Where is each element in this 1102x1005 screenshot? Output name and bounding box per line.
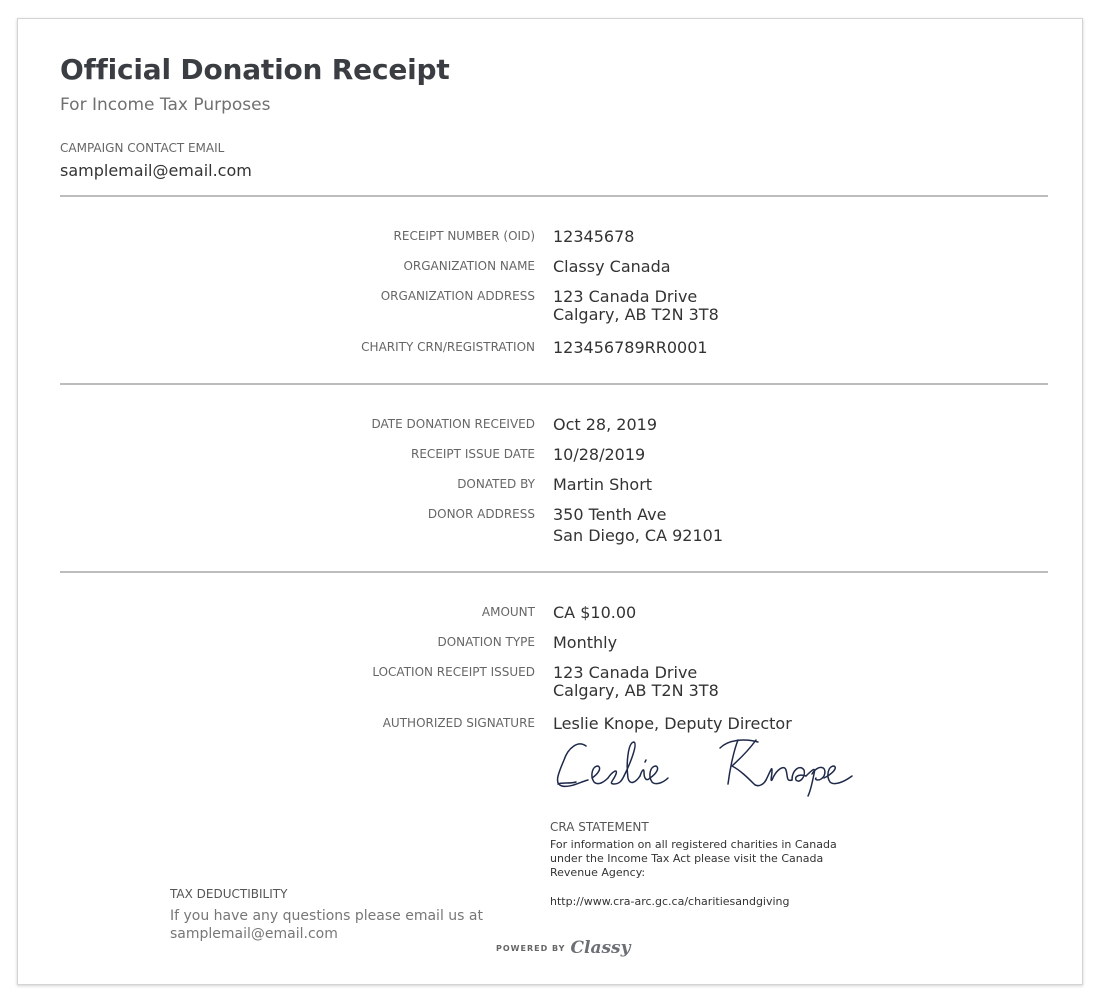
powered-by-label: POWERED BY bbox=[496, 943, 566, 953]
handwritten-signature bbox=[548, 734, 873, 799]
section-divider bbox=[60, 571, 1048, 573]
charity-crn-label: CHARITY CRN/REGISTRATION bbox=[361, 340, 535, 354]
donor-address-line1: 350 Tenth Ave bbox=[553, 505, 667, 524]
organization-name-value: Classy Canada bbox=[553, 257, 671, 276]
contact-email-label: CAMPAIGN CONTACT EMAIL bbox=[60, 141, 225, 155]
organization-address-line2: Calgary, AB T2N 3T8 bbox=[553, 305, 719, 324]
organization-address-label: ORGANIZATION ADDRESS bbox=[380, 289, 535, 303]
page-subtitle: For Income Tax Purposes bbox=[60, 95, 271, 115]
contact-email-value: samplemail@email.com bbox=[60, 161, 252, 180]
donation-type-label: DONATION TYPE bbox=[437, 635, 535, 649]
location-issued-label: LOCATION RECEIPT ISSUED bbox=[372, 665, 535, 679]
date-received-value: Oct 28, 2019 bbox=[553, 415, 657, 434]
section-divider bbox=[60, 195, 1048, 197]
cra-statement-title: CRA STATEMENT bbox=[550, 820, 649, 834]
location-issued-line2: Calgary, AB T2N 3T8 bbox=[553, 681, 719, 700]
charity-crn-value: 123456789RR0001 bbox=[553, 338, 708, 357]
issue-date-label: RECEIPT ISSUE DATE bbox=[411, 447, 535, 461]
powered-by-classy bbox=[496, 936, 631, 960]
receipt-number-label: RECEIPT NUMBER (OID) bbox=[393, 229, 535, 243]
signatory-name: Leslie Knope, Deputy Director bbox=[553, 714, 792, 733]
donor-address-label: DONOR ADDRESS bbox=[427, 507, 535, 521]
organization-address-line1: 123 Canada Drive bbox=[553, 287, 698, 306]
cra-link[interactable]: http://www.cra-arc.gc.ca/charitiesandgiving bbox=[550, 895, 790, 908]
section-divider bbox=[60, 383, 1048, 385]
receipt-number-value: 12345678 bbox=[553, 227, 635, 246]
donation-type-value: Monthly bbox=[553, 633, 618, 652]
receipt-card bbox=[17, 18, 1083, 985]
issue-date-value: 10/28/2019 bbox=[553, 445, 646, 464]
donated-by-value: Martin Short bbox=[553, 475, 653, 494]
donated-by-label: DONATED BY bbox=[457, 477, 535, 491]
classy-logo: Classy bbox=[570, 938, 631, 958]
donor-address-line2: San Diego, CA 92101 bbox=[553, 526, 724, 545]
page-title: Official Donation Receipt bbox=[60, 53, 450, 86]
tax-deductibility-body: If you have any questions please email us at samplemail@email.com bbox=[170, 908, 483, 942]
organization-name-label: ORGANIZATION NAME bbox=[403, 259, 535, 273]
authorized-signature-label: AUTHORIZED SIGNATURE bbox=[382, 716, 535, 730]
amount-value: CA $10.00 bbox=[553, 603, 637, 622]
amount-label: AMOUNT bbox=[481, 605, 535, 619]
cra-statement-body: For information on all registered charities in Canada under the Income Tax Act please visit the Canada Revenue Agency: bbox=[550, 838, 837, 879]
date-received-label: DATE DONATION RECEIVED bbox=[371, 417, 535, 431]
tax-deductibility-title: TAX DEDUCTIBILITY bbox=[170, 887, 288, 901]
location-issued-line1: 123 Canada Drive bbox=[553, 663, 698, 682]
